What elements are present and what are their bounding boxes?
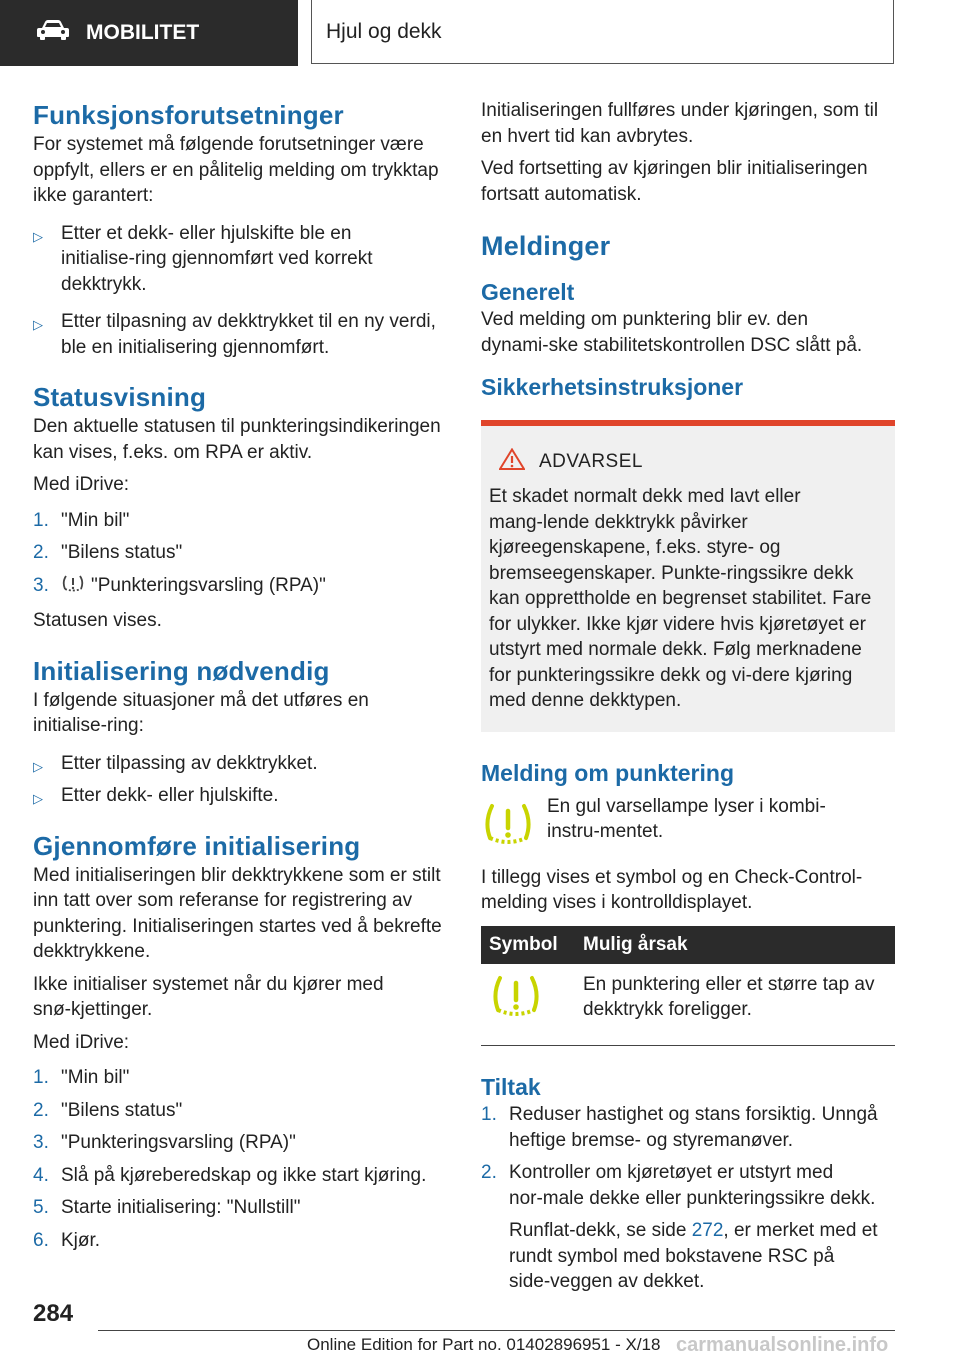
heading-sikkerhet: Sikkerhetsinstruksjoner: [481, 374, 744, 400]
list-item: 6. Kjør.: [33, 1229, 101, 1251]
symbol-table: [481, 926, 895, 1047]
list-item: 3. "Punkteringsvarsling (RPA)": [33, 573, 445, 602]
paragraph: Med iDrive:: [33, 474, 130, 495]
numbered-list: [33, 508, 445, 602]
paragraph: I tillegg vises et symbol og en Check-Control-melding vises i kontrolldisplayet.: [481, 866, 863, 913]
bullet-list: [33, 221, 445, 361]
paragraph: Med iDrive:: [33, 1031, 130, 1053]
list-item: 1. Reduser hastighet og stans forsiktig. Unngå heftige bremse- og styremanøver.: [481, 1104, 878, 1151]
triangle-bullet-icon: ▷: [33, 317, 43, 332]
warning-header: [489, 448, 879, 476]
paragraph: For systemet må følgende forutsetninger være oppfylt, ellers er en pålitelig melding om trykktap ikke garantert:: [33, 134, 439, 206]
numbered-list: [481, 1102, 895, 1295]
symbol-cell: [481, 964, 575, 1046]
lamp-row: [481, 794, 895, 855]
right-column: [481, 98, 895, 1302]
list-item: 2. Kontroller om kjøretøyet er utstyrt med nor‑male dekke eller punkteringssikre dekk. Runflat-dekk, se side 272, er merket med et rundt symbol med bokstavene RSC på side‑veggen av dekket.: [481, 1160, 895, 1295]
paragraph: Statusen vises.: [33, 610, 162, 631]
paragraph: En gul varsellampe lyser i kombi-instru‑mentet.: [547, 795, 826, 842]
list-item: ▷ Etter dekk- eller hjulskifte.: [33, 783, 445, 809]
heading-initialisering: Initialisering nødvendig: [33, 655, 330, 686]
list-item: 5. Starte initialisering: "Nullstill": [33, 1197, 301, 1218]
triangle-bullet-icon: ▷: [33, 228, 43, 244]
watermark: carmanualsonline.info: [676, 1334, 889, 1356]
warning-text: Et skadet normalt dekk med lavt eller mang‑lende dekktrykk påvirker kjøreegenskapene, f.eks. styre- og bremseegenskaper. Punkte‑ringssikre dekk kan opprettholde en begrenset stabilitet. Fare for ulykker. Ikke kjør videre hvis kjøretøyet er utstyrt med normale dekk. Følg merknadene for punkteringssikre dekk og vi‑dere kjøring med denne dekktypen.: [489, 486, 872, 711]
page-link-272[interactable]: 272: [691, 1220, 724, 1241]
chapter-tab[interactable]: [311, 0, 894, 64]
table-row: [481, 964, 895, 1046]
paragraph: Ikke initialiser systemet når du kjører med snø‑kjettinger.: [33, 973, 384, 1020]
paragraph: I følgende situasjoner må det utføres en initialise‑ring:: [33, 689, 369, 736]
tpms-warning-lamp-icon: [489, 1006, 543, 1027]
page-footer: [0, 1300, 960, 1362]
section-title: MOBILITET: [86, 21, 200, 44]
heading-generelt: Generelt: [481, 279, 575, 305]
cause-cell: En punktering eller et større tap av dekktrykk foreligger.: [575, 964, 895, 1046]
column-header: Symbol: [481, 926, 575, 964]
list-item: 3. "Punkteringsvarsling (RPA)": [33, 1132, 296, 1153]
paragraph: Ved melding om punktering blir ev. den dynami‑ske stabilitetskontrollen DSC slått på.: [481, 309, 863, 356]
list-item: ▷ Etter tilpasning av dekktrykket til en ny verdi, ble en initialisering gjennomført.: [33, 311, 436, 358]
numbered-list: [33, 1065, 445, 1253]
section-tab[interactable]: [0, 0, 298, 66]
warning-triangle-icon: [499, 448, 525, 476]
table-header-row: [481, 926, 895, 964]
heading-meldinger: Meldinger: [481, 231, 611, 261]
tpms-warning-lamp-icon: [481, 802, 547, 855]
heading-gjennomfore: Gjennomføre initialisering: [33, 830, 361, 861]
list-item: ▷ Etter et dekk- eller hjulskifte ble en initialise‑ring gjennomført ved korrekt dekktrykk.: [33, 222, 373, 295]
list-item: 1. "Min bil": [33, 1067, 130, 1088]
page-header: [0, 0, 960, 68]
paragraph: Initialiseringen fullføres under kjøringen, som til en hvert tid kan avbrytes.: [481, 100, 879, 147]
footer-divider: [98, 1330, 895, 1331]
triangle-bullet-icon: ▷: [33, 791, 43, 806]
list-item: 4. Slå på kjøreberedskap og ikke start kjøring.: [33, 1164, 427, 1186]
list-item: 2. "Bilens status": [33, 1099, 183, 1121]
paragraph: Med initialiseringen blir dekktrykkene som er stilt inn tatt over som referanse for registrering av punktering. Initialiseringen startes ved å bekrefte dekktrykkene.: [33, 864, 442, 962]
tpms-small-icon: [61, 574, 85, 602]
warning-box: [481, 420, 895, 732]
paragraph: Den aktuelle statusen til punkteringsindikeringen kan vises, f.eks. om RPA er aktiv.: [33, 416, 441, 463]
list-item: 1. "Min bil": [33, 509, 130, 531]
triangle-bullet-icon: ▷: [33, 758, 43, 774]
heading-melding-punktering: Melding om punktering: [481, 759, 734, 786]
heading-statusvisning: Statusvisning: [33, 382, 207, 412]
runflat-note: Runflat-dekk, se side 272, er merket med et rundt symbol med bokstavene RSC på side‑veggen av dekket.: [509, 1220, 878, 1292]
chapter-title: Hjul og dekk: [326, 19, 442, 43]
column-header: Mulig årsak: [575, 926, 895, 964]
bullet-list: [33, 751, 445, 809]
warning-title: ADVARSEL: [539, 451, 643, 472]
list-item: 2. "Bilens status": [33, 542, 183, 563]
heading-funksjonsforutsetninger: Funksjonsforutsetninger: [33, 100, 344, 130]
heading-tiltak: Tiltak: [481, 1074, 541, 1100]
list-item: ▷ Etter tilpassing av dekktrykket.: [33, 751, 445, 777]
paragraph: Ved fortsetting av kjøringen blir initialiseringen fortsatt automatisk.: [481, 158, 868, 205]
car-icon: [36, 19, 70, 47]
edition-text: Online Edition for Part no. 01402896951 - X/18: [307, 1335, 661, 1354]
page-number: 284: [33, 1300, 74, 1327]
left-column: [33, 98, 445, 1260]
